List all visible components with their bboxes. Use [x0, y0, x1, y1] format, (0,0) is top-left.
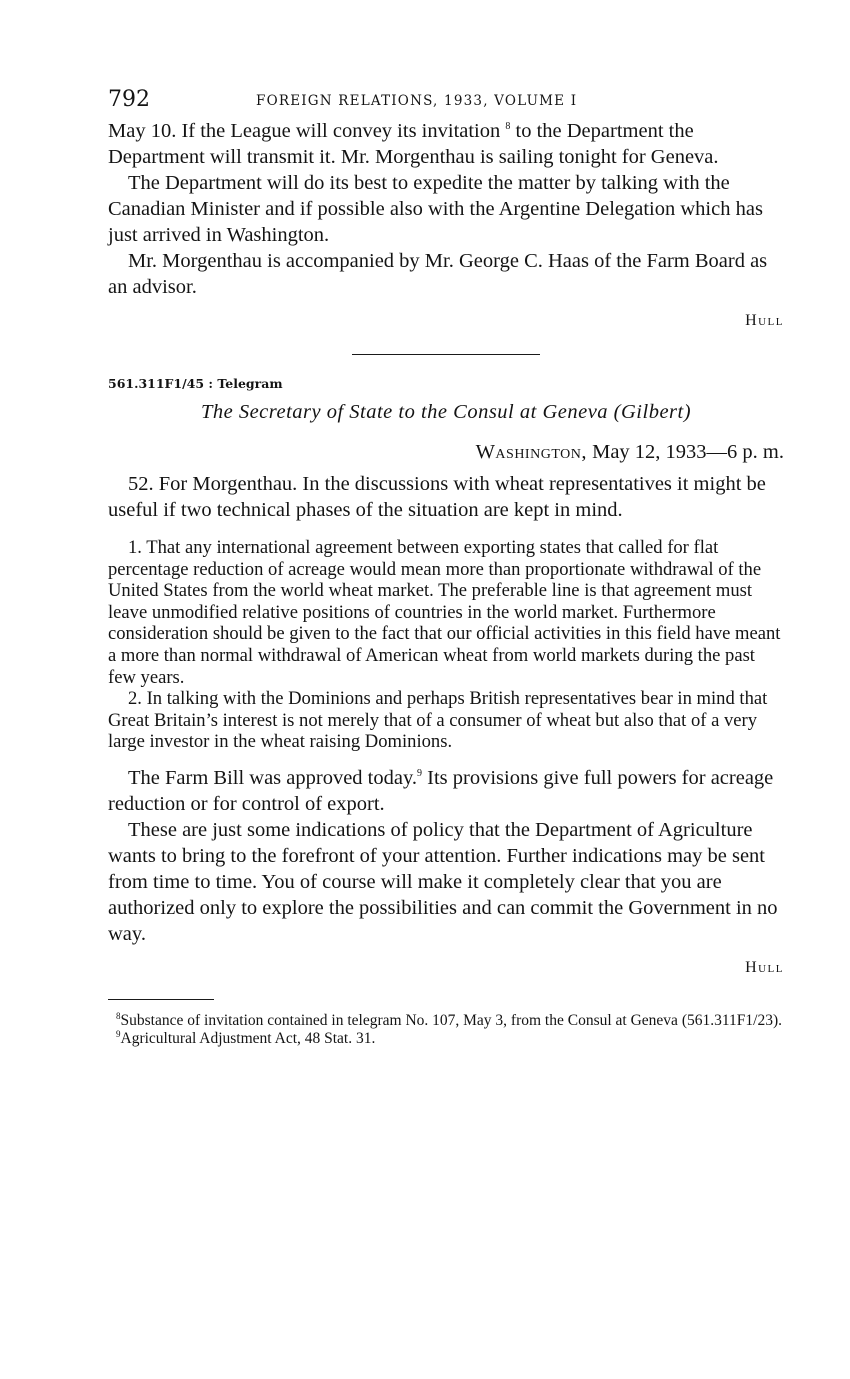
policy-point-2: 2. In talking with the Dominions and perhaps British representatives bear in mind that Great Britain’s interest is not merely that of a consumer of wheat but also that of a very large investor in the wheat raising Dominions.: [108, 688, 768, 753]
farm-bill-paragraph: The Farm Bill was approved today.$^9$ Its provisions give full powers for acreage reduction or for control of export.: [108, 766, 774, 815]
footnote-8: $^8$Substance of invitation contained in telegram No. 107, May 3, from the Consul at Geneva (561.311F1/23).: [116, 1010, 782, 1029]
continuation-paragraph-3: Mr. Morgenthau is accompanied by Mr. George C. Haas of the Farm Board as an advisor.: [108, 250, 768, 298]
footnotes: [108, 1012, 784, 1048]
document-title: The Secretary of State to the Consul at Geneva (Gilbert): [200, 401, 692, 423]
footnote-ref-9[interactable]: 9: [417, 768, 423, 780]
footnote-9: $^9$Agricultural Adjustment Act, 48 Stat. 31.: [116, 1028, 376, 1047]
continuation-paragraph-2: The Department will do its best to expedite the matter by talking with the Canadian Minister and if possible also with the Argentine Delegation which has just arrived in Washington.: [108, 172, 763, 246]
telegram-document: [108, 376, 784, 977]
policy-point-1: 1. That any international agreement between exporting states that called for flat percentage reduction of acreage would mean more than proportionate withdrawal of the United States from the world wheat market. The preferable line is that agreement must leave unmodified relative positions of countries in the world market. Furthermore consideration should be given to the fact that our official activities in this field have meant a more than normal withdrawal of American wheat from world markets during the past few years.: [108, 537, 781, 688]
footnote-rule: [108, 999, 214, 1000]
file-reference: 561.311F1/45 : Telegram: [108, 376, 283, 391]
signature-hull-2: Hull: [745, 958, 784, 976]
previous-document-continuation: [108, 118, 784, 330]
continuation-paragraph-1: May 10. If the League will convey its invitation $^8$ to the Department the Department will transmit it. Mr. Morgenthau is sailing tonight for Geneva.: [108, 120, 719, 168]
page-number: 792: [108, 87, 150, 112]
page-header: [108, 84, 784, 118]
closing-paragraph: These are just some indications of policy that the Department of Agriculture wants to bring to the forefront of your attention. Further indications may be sent from time to time. You of course will make it completely clear that you are authorized only to explore the possibilities and can commit the Government in no way.: [108, 818, 778, 945]
document-separator: [352, 354, 540, 355]
dateline-date: May 12, 1933—6 p. m.: [592, 441, 784, 463]
signature-hull-1: Hull: [745, 312, 784, 329]
footnote-ref-8[interactable]: 8: [505, 121, 511, 133]
dateline-place: Washington,: [475, 441, 587, 463]
running-head: FOREIGN RELATIONS, 1933, VOLUME I: [256, 93, 578, 109]
document-page: [108, 84, 784, 1048]
telegram-intro-paragraph: 52. For Morgenthau. In the discussions with wheat representatives it might be useful if two technical phases of the situation are kept in mind.: [108, 473, 766, 521]
policy-points: [108, 537, 784, 753]
dateline: [108, 441, 784, 464]
